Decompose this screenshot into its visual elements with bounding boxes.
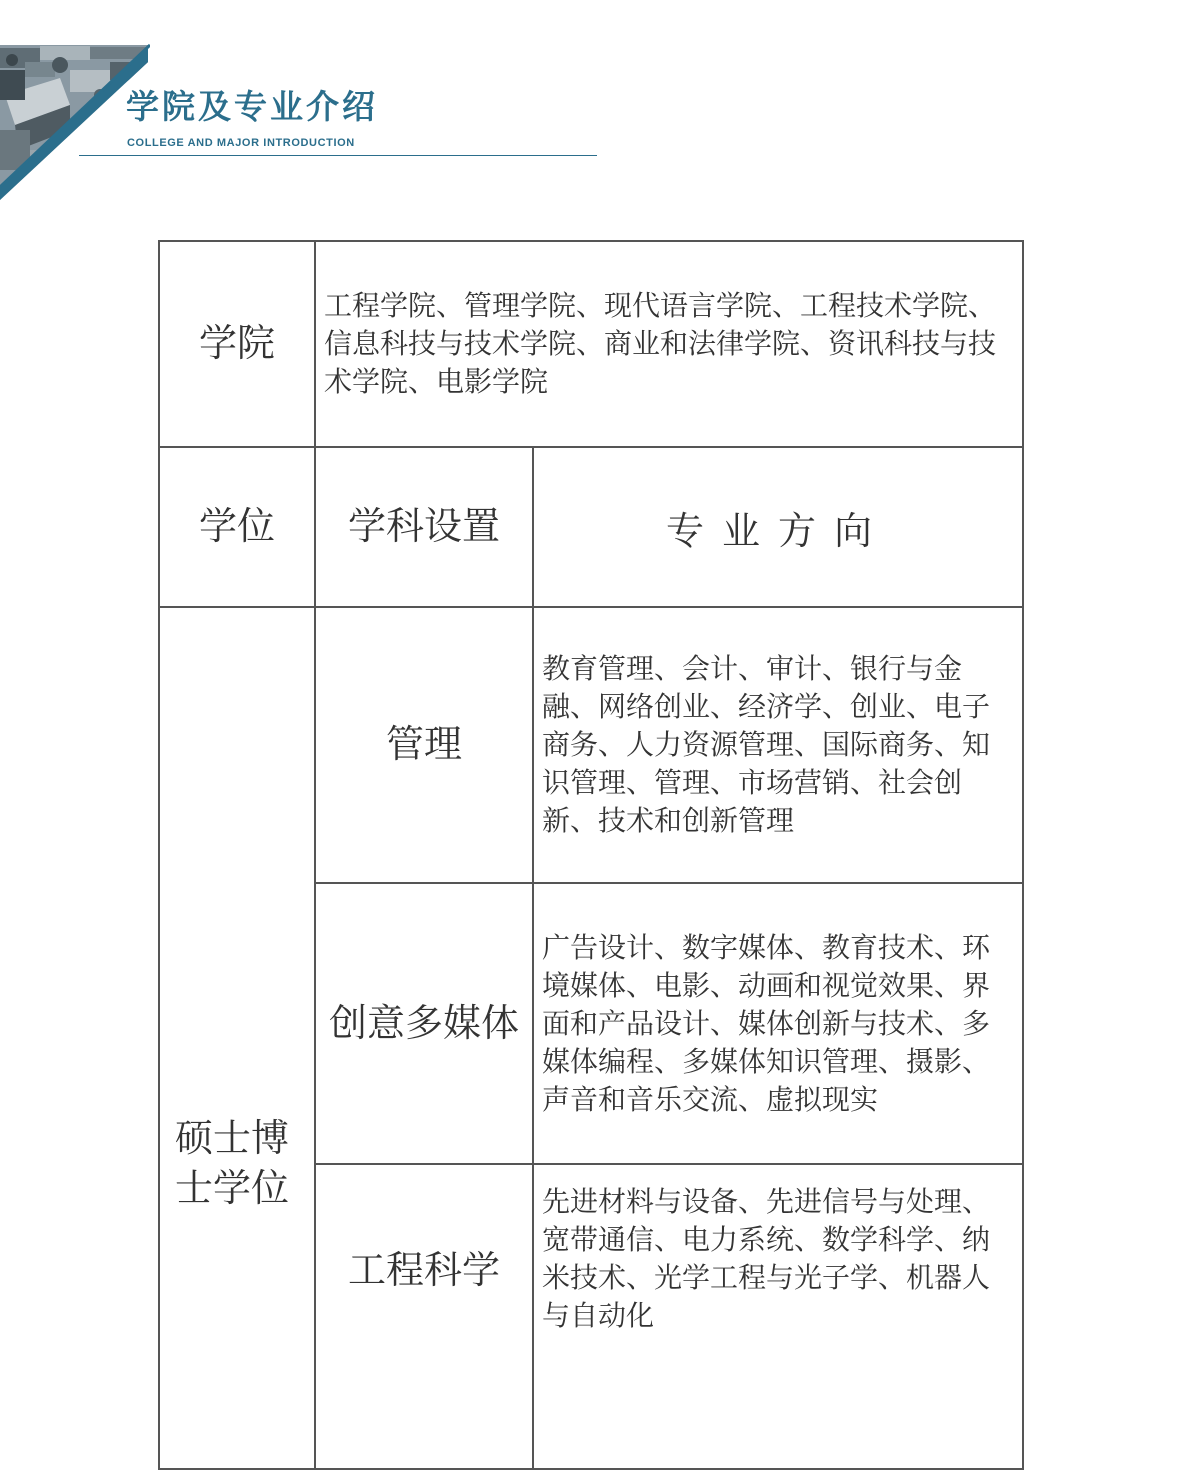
direction-cell: 先进材料与设备、先进信号与处理、宽带通信、电力系统、数学科学、纳米技术、光学工程与光子学、机器人与自动化 [533, 1164, 1023, 1469]
title-divider [79, 155, 597, 156]
degree-value: 硕士博士学位 [175, 1116, 290, 1210]
subject-cell: 管理 [315, 607, 533, 883]
subject-cell: 创意多媒体 [315, 883, 533, 1164]
table-row [159, 607, 1023, 883]
degree-cell [159, 607, 315, 1469]
page-title: 学院及专业介绍 [126, 87, 378, 126]
colleges-list: 工程学院、管理学院、现代语言学院、工程技术学院、信息科技与技术学院、商业和法律学院、资讯科技与技术学院、电影学院 [315, 241, 1023, 447]
direction-cell: 教育管理、会计、审计、银行与金融、网络创业、经济学、创业、电子商务、人力资源管理、国际商务、知识管理、管理、市场营销、社会创新、技术和创新管理 [533, 607, 1023, 883]
table-row-colleges [159, 241, 1023, 447]
subject-cell: 工程科学 [315, 1164, 533, 1469]
section-header [0, 0, 650, 205]
college-major-table [158, 240, 1024, 1470]
colleges-label: 学院 [159, 241, 315, 447]
subject-header: 学科设置 [315, 447, 533, 607]
direction-header: 专业方向 [533, 447, 1023, 607]
table-row-header [159, 447, 1023, 607]
direction-cell: 广告设计、数字媒体、教育技术、环境媒体、电影、动画和视觉效果、界面和产品设计、媒体创新与技术、多媒体编程、多媒体知识管理、摄影、声音和音乐交流、虚拟现实 [533, 883, 1023, 1164]
page-subtitle: COLLEGE AND MAJOR INTRODUCTION [127, 137, 355, 149]
college-major-table-wrap [158, 240, 1022, 1470]
degree-header: 学位 [159, 447, 315, 607]
